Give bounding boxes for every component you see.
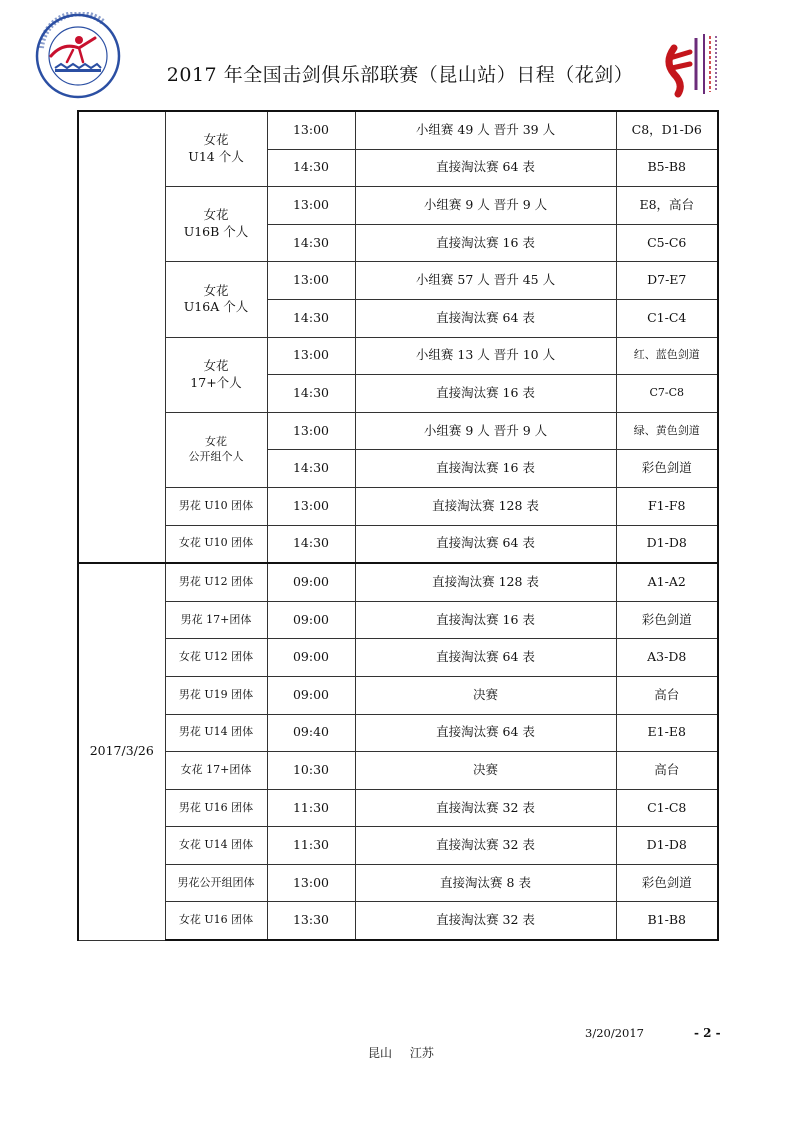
table-row: [78, 563, 718, 601]
stage-cell: 小组赛 49 人 晋升 39 人: [355, 111, 616, 149]
table-row: [78, 187, 718, 225]
time-cell: 14:30: [267, 224, 355, 262]
date-cell: 2017/3/26: [78, 563, 165, 940]
stage-cell: 直接淘汰赛 64 表: [355, 525, 616, 563]
time-cell: 14:30: [267, 525, 355, 563]
time-cell: 09:00: [267, 676, 355, 714]
stage-cell: 小组赛 9 人 晋升 9 人: [355, 187, 616, 225]
venue-cell: 高台: [616, 676, 718, 714]
event-cell: 女花 公开组个人: [165, 412, 267, 487]
fencing-brand-logo: [660, 28, 730, 100]
stage-cell: 直接淘汰赛 32 表: [355, 789, 616, 827]
footer-date: 3/20/2017: [585, 1026, 644, 1040]
event-cell: 男花 17+团体: [165, 601, 267, 639]
venue-cell: 彩色剑道: [616, 450, 718, 488]
time-cell: 09:40: [267, 714, 355, 752]
venue-cell: C1-C4: [616, 299, 718, 337]
event-cell: 女花 U16 团体: [165, 902, 267, 940]
table-row: [78, 864, 718, 902]
stage-cell: 直接淘汰赛 16 表: [355, 224, 616, 262]
time-cell: 11:30: [267, 789, 355, 827]
venue-cell: C7-C8: [616, 375, 718, 413]
event-cell: 女花 U14 个人: [165, 111, 267, 187]
event-cell: 女花 U16A 个人: [165, 262, 267, 337]
event-cell: 女花 U10 团体: [165, 525, 267, 563]
venue-cell: F1-F8: [616, 487, 718, 525]
event-cell: 男花 U19 团体: [165, 676, 267, 714]
stage-cell: 直接淘汰赛 32 表: [355, 827, 616, 865]
event-cell: 男花 U12 团体: [165, 563, 267, 601]
time-cell: 13:30: [267, 902, 355, 940]
page-title: 2017 年全国击剑俱乐部联赛（昆山站）日程（花剑）: [166, 64, 634, 86]
schedule-body: [78, 111, 718, 940]
venue-cell: A3-D8: [616, 639, 718, 677]
time-cell: 14:30: [267, 299, 355, 337]
venue-cell: 高台: [616, 752, 718, 790]
event-cell: 男花 U10 团体: [165, 487, 267, 525]
table-row: [78, 676, 718, 714]
stage-cell: 决赛: [355, 676, 616, 714]
time-cell: 11:30: [267, 827, 355, 865]
venue-cell: 绿、黄色剑道: [616, 412, 718, 450]
table-row: [78, 337, 718, 375]
table-row: [78, 525, 718, 563]
table-row: [78, 111, 718, 149]
page-header: [0, 0, 794, 110]
table-row: [78, 487, 718, 525]
event-cell: 女花 17+团体: [165, 752, 267, 790]
stage-cell: 直接淘汰赛 16 表: [355, 601, 616, 639]
time-cell: 13:00: [267, 111, 355, 149]
event-cell: 男花公开组团体: [165, 864, 267, 902]
fencing-association-logo: [33, 12, 123, 100]
time-cell: 14:30: [267, 450, 355, 488]
schedule-table: [77, 110, 719, 941]
stage-cell: 直接淘汰赛 8 表: [355, 864, 616, 902]
stage-cell: 小组赛 13 人 晋升 10 人: [355, 337, 616, 375]
page-number: - 2 -: [694, 1026, 721, 1040]
venue-cell: D7-E7: [616, 262, 718, 300]
time-cell: 13:00: [267, 487, 355, 525]
time-cell: 13:00: [267, 187, 355, 225]
event-cell: 女花 U12 团体: [165, 639, 267, 677]
venue-cell: C1-C8: [616, 789, 718, 827]
stage-cell: 直接淘汰赛 64 表: [355, 299, 616, 337]
footer-location: 昆山 江苏: [368, 1046, 434, 1060]
time-cell: 09:00: [267, 601, 355, 639]
event-cell: 女花 17+个人: [165, 337, 267, 412]
venue-cell: E8，高台: [616, 187, 718, 225]
venue-cell: D1-D8: [616, 525, 718, 563]
table-row: [78, 639, 718, 677]
venue-cell: A1-A2: [616, 563, 718, 601]
venue-cell: B1-B8: [616, 902, 718, 940]
stage-cell: 直接淘汰赛 64 表: [355, 714, 616, 752]
event-cell: 男花 U16 团体: [165, 789, 267, 827]
venue-cell: 彩色剑道: [616, 601, 718, 639]
stage-cell: 直接淘汰赛 128 表: [355, 487, 616, 525]
table-row: [78, 752, 718, 790]
time-cell: 10:30: [267, 752, 355, 790]
time-cell: 14:30: [267, 149, 355, 187]
venue-cell: C8，D1-D6: [616, 111, 718, 149]
event-cell: 女花 U16B 个人: [165, 187, 267, 262]
table-row: [78, 262, 718, 300]
event-cell: 男花 U14 团体: [165, 714, 267, 752]
stage-cell: 小组赛 57 人 晋升 45 人: [355, 262, 616, 300]
stage-cell: 直接淘汰赛 128 表: [355, 563, 616, 601]
event-cell: 女花 U14 团体: [165, 827, 267, 865]
venue-cell: B5-B8: [616, 149, 718, 187]
stage-cell: 直接淘汰赛 64 表: [355, 149, 616, 187]
time-cell: 09:00: [267, 563, 355, 601]
table-row: [78, 714, 718, 752]
table-row: [78, 827, 718, 865]
time-cell: 13:00: [267, 262, 355, 300]
date-cell: [78, 111, 165, 563]
venue-cell: 彩色剑道: [616, 864, 718, 902]
time-cell: 13:00: [267, 864, 355, 902]
stage-cell: 小组赛 9 人 晋升 9 人: [355, 412, 616, 450]
venue-cell: E1-E8: [616, 714, 718, 752]
table-row: [78, 789, 718, 827]
venue-cell: C5-C6: [616, 224, 718, 262]
table-row: [78, 601, 718, 639]
stage-cell: 直接淘汰赛 16 表: [355, 450, 616, 488]
time-cell: 09:00: [267, 639, 355, 677]
time-cell: 13:00: [267, 412, 355, 450]
table-row: [78, 902, 718, 940]
stage-cell: 直接淘汰赛 32 表: [355, 902, 616, 940]
time-cell: 13:00: [267, 337, 355, 375]
venue-cell: D1-D8: [616, 827, 718, 865]
stage-cell: 直接淘汰赛 16 表: [355, 375, 616, 413]
stage-cell: 决赛: [355, 752, 616, 790]
stage-cell: 直接淘汰赛 64 表: [355, 639, 616, 677]
table-row: [78, 412, 718, 450]
venue-cell: 红、蓝色剑道: [616, 337, 718, 375]
time-cell: 14:30: [267, 375, 355, 413]
